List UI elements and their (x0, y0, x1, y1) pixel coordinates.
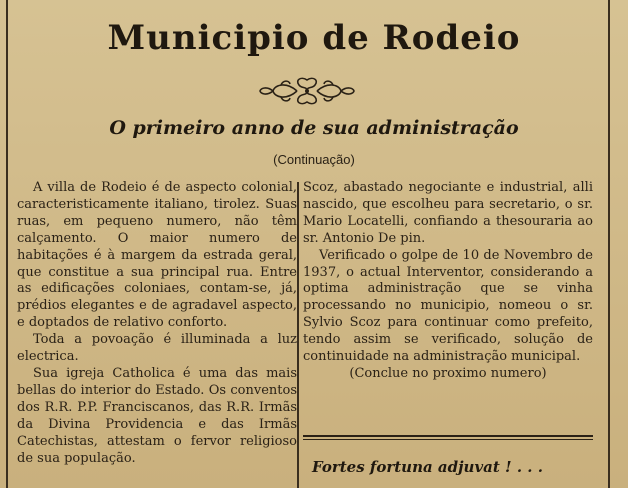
column-divider (297, 182, 299, 488)
next-article-heading: Fortes fortuna adjuvat ! . . . (312, 458, 543, 476)
article-heading: Municipio de Rodeio (107, 18, 521, 58)
left-border-rule (6, 0, 8, 488)
left-paragraph-2: Toda a povoação é illuminada a luz electrica. (17, 332, 297, 365)
continuation-label: (Continuação) (273, 152, 355, 167)
left-paragraph-3: Sua igreja Catholica é uma das mais bellas do interior do Estado. Os conventos dos R.R. P.P. Franciscanos, das R.R. Irmãs da Divina Providencia e das Irmãs Catechistas, attestam o fervor religioso de sua população. (17, 365, 297, 466)
ornament-icon (257, 74, 357, 108)
right-column (303, 180, 593, 383)
left-column (17, 180, 297, 467)
section-rule (303, 435, 593, 437)
right-paragraph-1: Scoz, abastado negociante e industrial, alli nascido, que escolheu para secretario, o sr. Mario Locatelli, confiando a thesouraria ao sr. Antonio De pin. (303, 180, 593, 246)
right-paragraph-2: Verificado o golpe de 10 de Novembro de 1937, o actual Interventor, considerando a optima administração que se vinha processando no municipio, nomeou o sr. Sylvio Scoz para continuar como prefeito, tendo assim se verificado, solução de continuidade na administração municipal. (303, 247, 593, 365)
article-subtitle: O primeiro anno de sua administração (109, 117, 519, 139)
section-rule-thin (303, 439, 593, 440)
conclusion-note: (Conclue no proximo numero) (349, 365, 547, 381)
left-paragraph-1: A villa de Rodeio é de aspecto colonial, caracteristicamente italiano, tirolez. Suas ruas, em pequeno numero, não têm calçamento. O maior numero de habitações é à margem da estrada geral, que constitue a sua principal rua. Entre as edificações coloniaes, contam-se, já, prédios elegantes e de agradavel aspecto, e doptados de relativo conforto. (17, 180, 297, 331)
right-border-rule (608, 0, 610, 488)
